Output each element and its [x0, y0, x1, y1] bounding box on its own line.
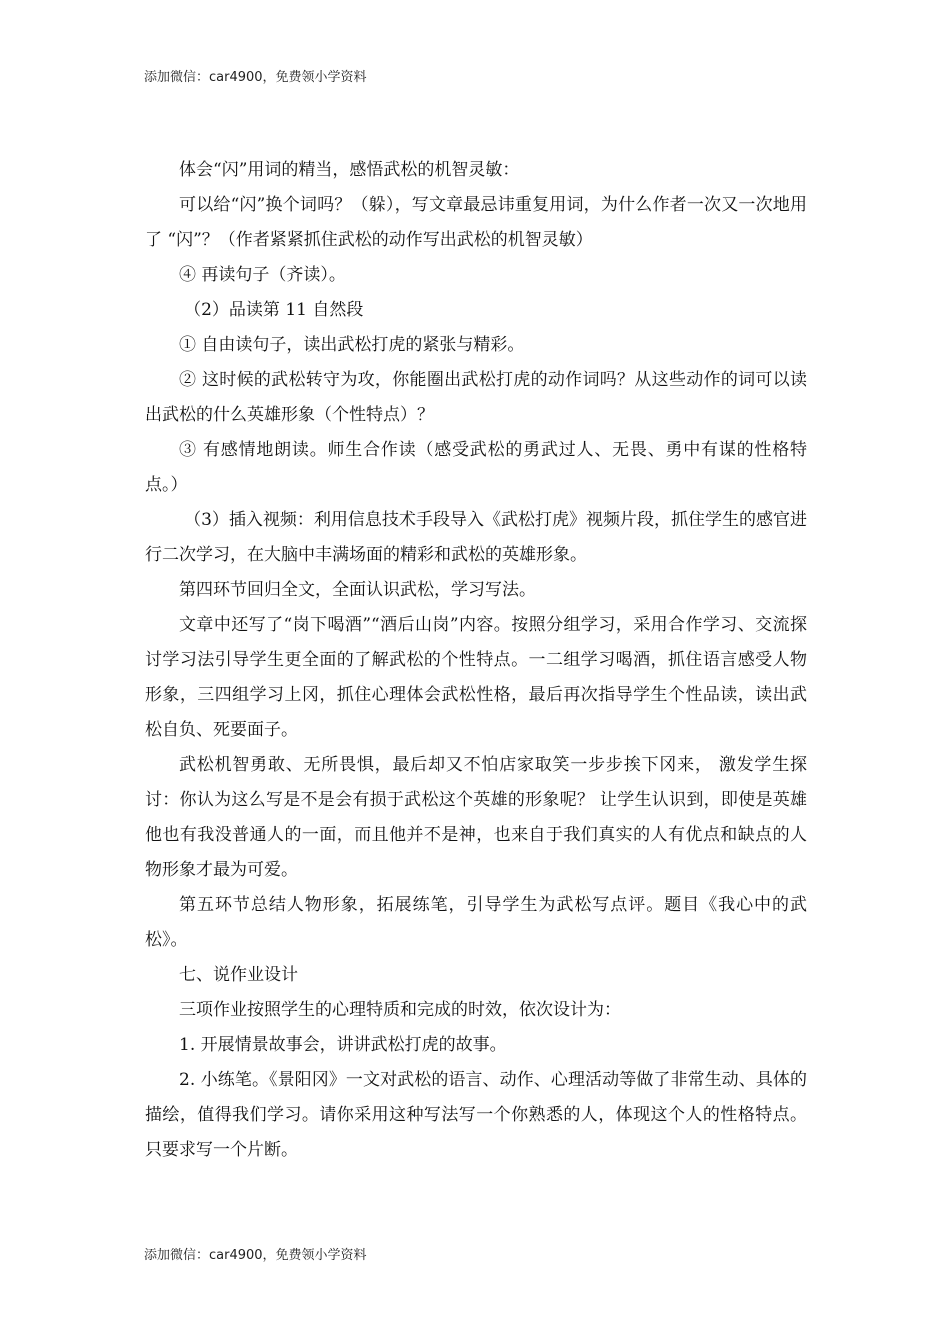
page-footer-watermark: 添加微信：car4900，免费领小学资料	[144, 1248, 367, 1263]
paragraph-video: （3）插入视频：利用信息技术手段导入《武松打虎》视频片段，抓住学生的感官进行二次学习，在大脑中丰满场面的精彩和武松的英雄形象。	[145, 510, 807, 565]
paragraph-step-five: 第五环节总结人物形象，拓展练笔，引导学生为武松写点评。题目《我心中的武松》。	[145, 895, 807, 950]
paragraph-emotional-read: ③ 有感情地朗读。师生合作读（感受武松的勇武过人、无畏、勇中有谋的性格特点。）	[145, 440, 807, 495]
list-item-homework-2: 2. 小练笔。《景阳冈》一文对武松的语言、动作、心理活动等做了非常生动、具体的描绘，值得我们学习。请你采用这种写法写一个你熟悉的人，体现这个人的性格特点。只要求写一个片断。	[145, 1070, 807, 1160]
paragraph-section-11: （2）品读第 11 自然段	[184, 300, 364, 320]
paragraph-reread: ④ 再读句子（齐读）。	[179, 265, 346, 285]
paragraph-hero-discussion: 武松机智勇敢、无所畏惧，最后却又不怕店家取笑一步步挨下冈来， 激发学生探讨：你认为这么写是不是会有损于武松这个英雄的形象呢？ 让学生认识到，即使是英雄他也有我没普通人的一面，而且他并不是神，也来自于我们真实的人有优点和缺点的人物形象才最为可爱。	[145, 755, 807, 880]
list-item-homework-1: 1. 开展情景故事会，讲讲武松打虎的故事。	[179, 1035, 507, 1055]
document-body	[145, 153, 807, 1168]
paragraph-shan-question: 可以给“闪”换个词吗？（躲），写文章最忌讳重复用词，为什么作者一次又一次地用了 “闪”？（作者紧紧抓住武松的动作写出武松的机智灵敏）	[145, 195, 807, 250]
paragraph-shan-intro: 体会“闪”用词的精当，感悟武松的机智灵敏：	[179, 160, 520, 180]
paragraph-group-study: 文章中还写了“岗下喝酒”“酒后山岗”内容。按照分组学习，采用合作学习、交流探讨学习法引导学生更全面的了解武松的个性特点。一二组学习喝酒，抓住语言感受人物形象，三四组学习上冈，抓住心理体会武松性格，最后再次指导学生个性品读，读出武松自负、死要面子。	[145, 615, 807, 740]
page-header-watermark: 添加微信：car4900，免费领小学资料	[144, 70, 367, 85]
paragraph-action-words: ② 这时候的武松转守为攻，你能圈出武松打虎的动作词吗？从这些动作的词可以读出武松的什么英雄形象（个性特点）？	[145, 370, 807, 425]
paragraph-free-read: ① 自由读句子，读出武松打虎的紧张与精彩。	[179, 335, 525, 355]
paragraph-step-four: 第四环节回归全文，全面认识武松，学习写法。	[179, 580, 536, 600]
section-heading-homework: 七、说作业设计	[179, 965, 298, 985]
paragraph-homework-intro: 三项作业按照学生的心理特质和完成的时效，依次设计为：	[179, 1000, 621, 1020]
